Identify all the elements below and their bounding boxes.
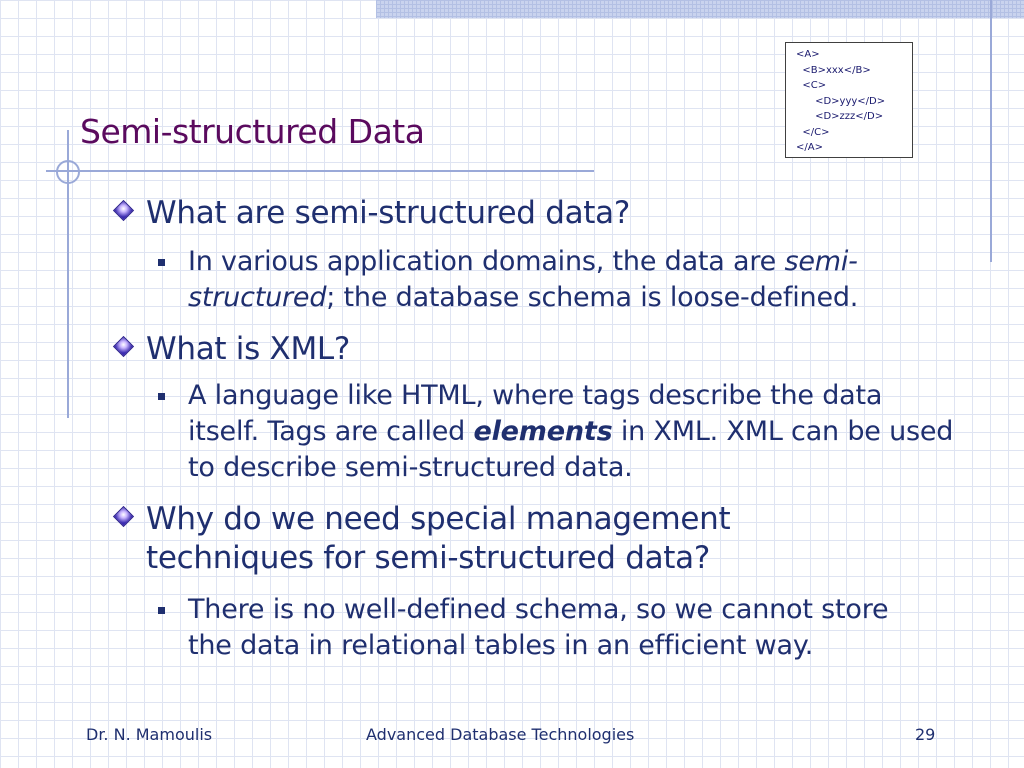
footer-author: Dr. N. Mamoulis <box>86 725 213 744</box>
diamond-bullet-icon <box>113 200 134 221</box>
sub-bullet-1 <box>188 244 958 316</box>
bullet-text: What are semi-structured data? <box>146 195 631 231</box>
xml-line: <B>xxx</B> <box>796 64 871 76</box>
sub-text: There is no well-defined schema, so we cannot store the data in relational tables in an efficient way. <box>188 594 889 661</box>
diamond-bullet-icon <box>113 506 134 527</box>
slide-title: Semi-structured Data <box>80 112 425 151</box>
xml-line: <D>zzz</D> <box>796 111 884 122</box>
bullet-1 <box>146 194 946 233</box>
sub-bullet-2 <box>188 378 958 486</box>
xml-line: </C> <box>796 126 830 138</box>
xml-line: </A> <box>796 142 823 153</box>
sub-text-italic: semi-structured <box>188 246 858 313</box>
sub-text: ; the database schema is loose-defined. <box>326 282 859 313</box>
sub-text: in XML. XML can be used to describe semi-structured data. <box>188 416 954 483</box>
xml-line: <A> <box>796 49 820 60</box>
sub-bullet-3 <box>188 592 928 664</box>
xml-line: <C> <box>796 80 827 91</box>
sub-text-bold-italic: elements <box>473 416 613 447</box>
bullet-3 <box>146 500 846 578</box>
footer-page-number: 29 <box>915 725 936 744</box>
sub-text: In various application domains, the data are <box>188 246 785 277</box>
bullet-text: Why do we need special management techniques for semi-structured data? <box>146 501 731 576</box>
square-bullet-icon <box>158 393 165 400</box>
square-bullet-icon <box>158 607 165 614</box>
diamond-bullet-icon <box>113 336 134 357</box>
footer-course: Advanced Database Technologies <box>366 725 635 744</box>
square-bullet-icon <box>158 259 165 266</box>
sub-text: A language like HTML, where tags describe the data itself. Tags are called <box>188 380 883 447</box>
xml-line: <D>yyy</D> <box>796 95 886 107</box>
bullet-2 <box>146 330 946 369</box>
bullet-text: What is XML? <box>146 331 351 367</box>
